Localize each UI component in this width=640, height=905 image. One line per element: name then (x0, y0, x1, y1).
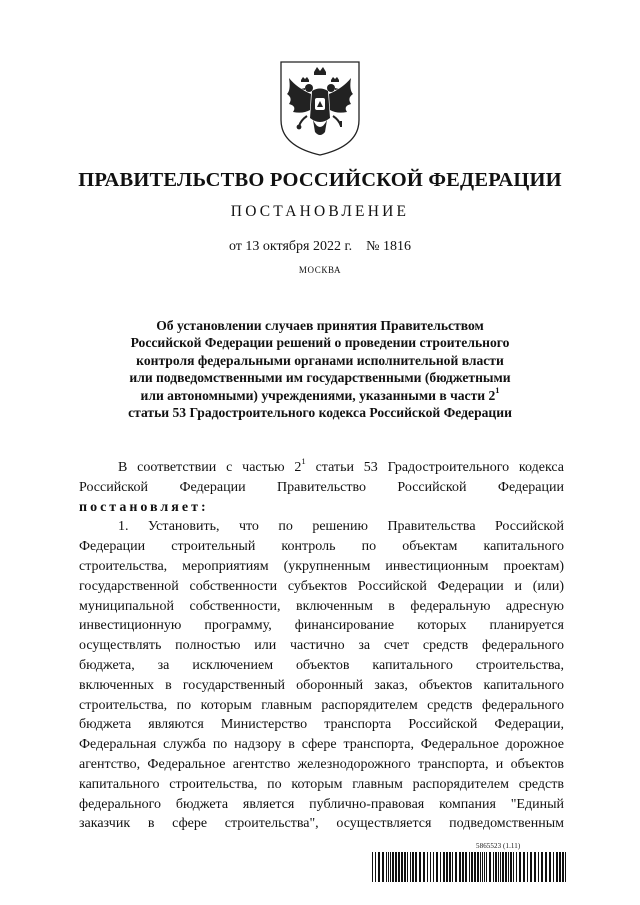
body-line: федерального бюджета является публично-правовая компания "Единый (79, 796, 564, 812)
document-body (79, 458, 564, 834)
body-line: осуществлять полностью или частично за счет средств федерального (79, 638, 564, 654)
body-line: Российской Федерации Правительство Российской Федерации (79, 479, 564, 495)
resolves-word: постановляет: (79, 499, 209, 515)
body-line: бюджета, за исключением объектов капитального строительства, (79, 657, 564, 673)
document-number: № 1816 (366, 239, 411, 254)
body-line: заказчик в сфере строительства", осуществляется подведомственным (79, 816, 564, 832)
title-line: Об установлении случаев принятия Правительством (156, 318, 484, 333)
title-line: или подведомственными им государственными (бюджетными (129, 370, 511, 386)
body-line: муниципальной собственности, включенным в федеральную адресную (79, 598, 564, 614)
date-line (0, 239, 640, 255)
body-text: статьи 53 Градостроительного кодекса (305, 460, 564, 475)
body-line: строительства, мероприятиям (укрупненным инвестиционным проектам) (79, 558, 564, 574)
body-line: агентство, Федеральное агентство железнодорожного транспорта, и объектов (79, 756, 564, 772)
title-line (70, 384, 570, 404)
document-date: от 13 октября 2022 г. (228, 239, 353, 254)
document-stamp: 5865523 (1.11) (476, 842, 521, 850)
body-line: Федеральная служба по надзору в сфере транспорта, Федеральное дорожное (79, 737, 564, 753)
city: МОСКВА (298, 265, 342, 275)
government-title: ПРАВИТЕЛЬСТВО РОССИЙСКОЙ ФЕДЕРАЦИИ (78, 169, 562, 191)
body-line: капитального строительства, по которым главным распорядителем средств (79, 776, 564, 792)
russian-coat-of-arms-icon (277, 58, 363, 158)
document-title (70, 317, 570, 421)
title-line: статьи 53 Градостроительного кодекса Российской Федерации (128, 405, 512, 421)
title-text: или автономными) учреждениями, указанными в части 2 (140, 387, 496, 403)
body-line: Федерации строительный контроль по объектам капитального (79, 539, 564, 555)
body-line: бюджета являются Министерство транспорта Российской Федерации, (79, 717, 564, 733)
superscript: 1 (301, 456, 306, 467)
body-line (79, 458, 564, 478)
document-type: ПОСТАНОВЛЕНИЕ (230, 203, 410, 220)
body-line (79, 498, 564, 518)
body-text: В соответствии с частью 2 (118, 460, 302, 475)
title-line: контроля федеральными органами исполнительной власти (136, 352, 504, 368)
body-line: включенных в государственный оборонный заказ, объектов капитального (79, 677, 564, 693)
superscript: 1 (495, 384, 500, 395)
body-line: строительства, по которым главным распорядителем средств федерального (79, 697, 564, 713)
title-line: Российской Федерации решений о проведении строительного (130, 335, 510, 351)
body-line: инвестиционную программу, финансирование которых планируется (79, 618, 564, 634)
body-line: 1. Установить, что по решению Правительства Российской (118, 519, 564, 535)
body-line: государственной собственности субъектов Российской Федерации и (или) (79, 578, 564, 594)
barcode-icon (372, 852, 566, 882)
